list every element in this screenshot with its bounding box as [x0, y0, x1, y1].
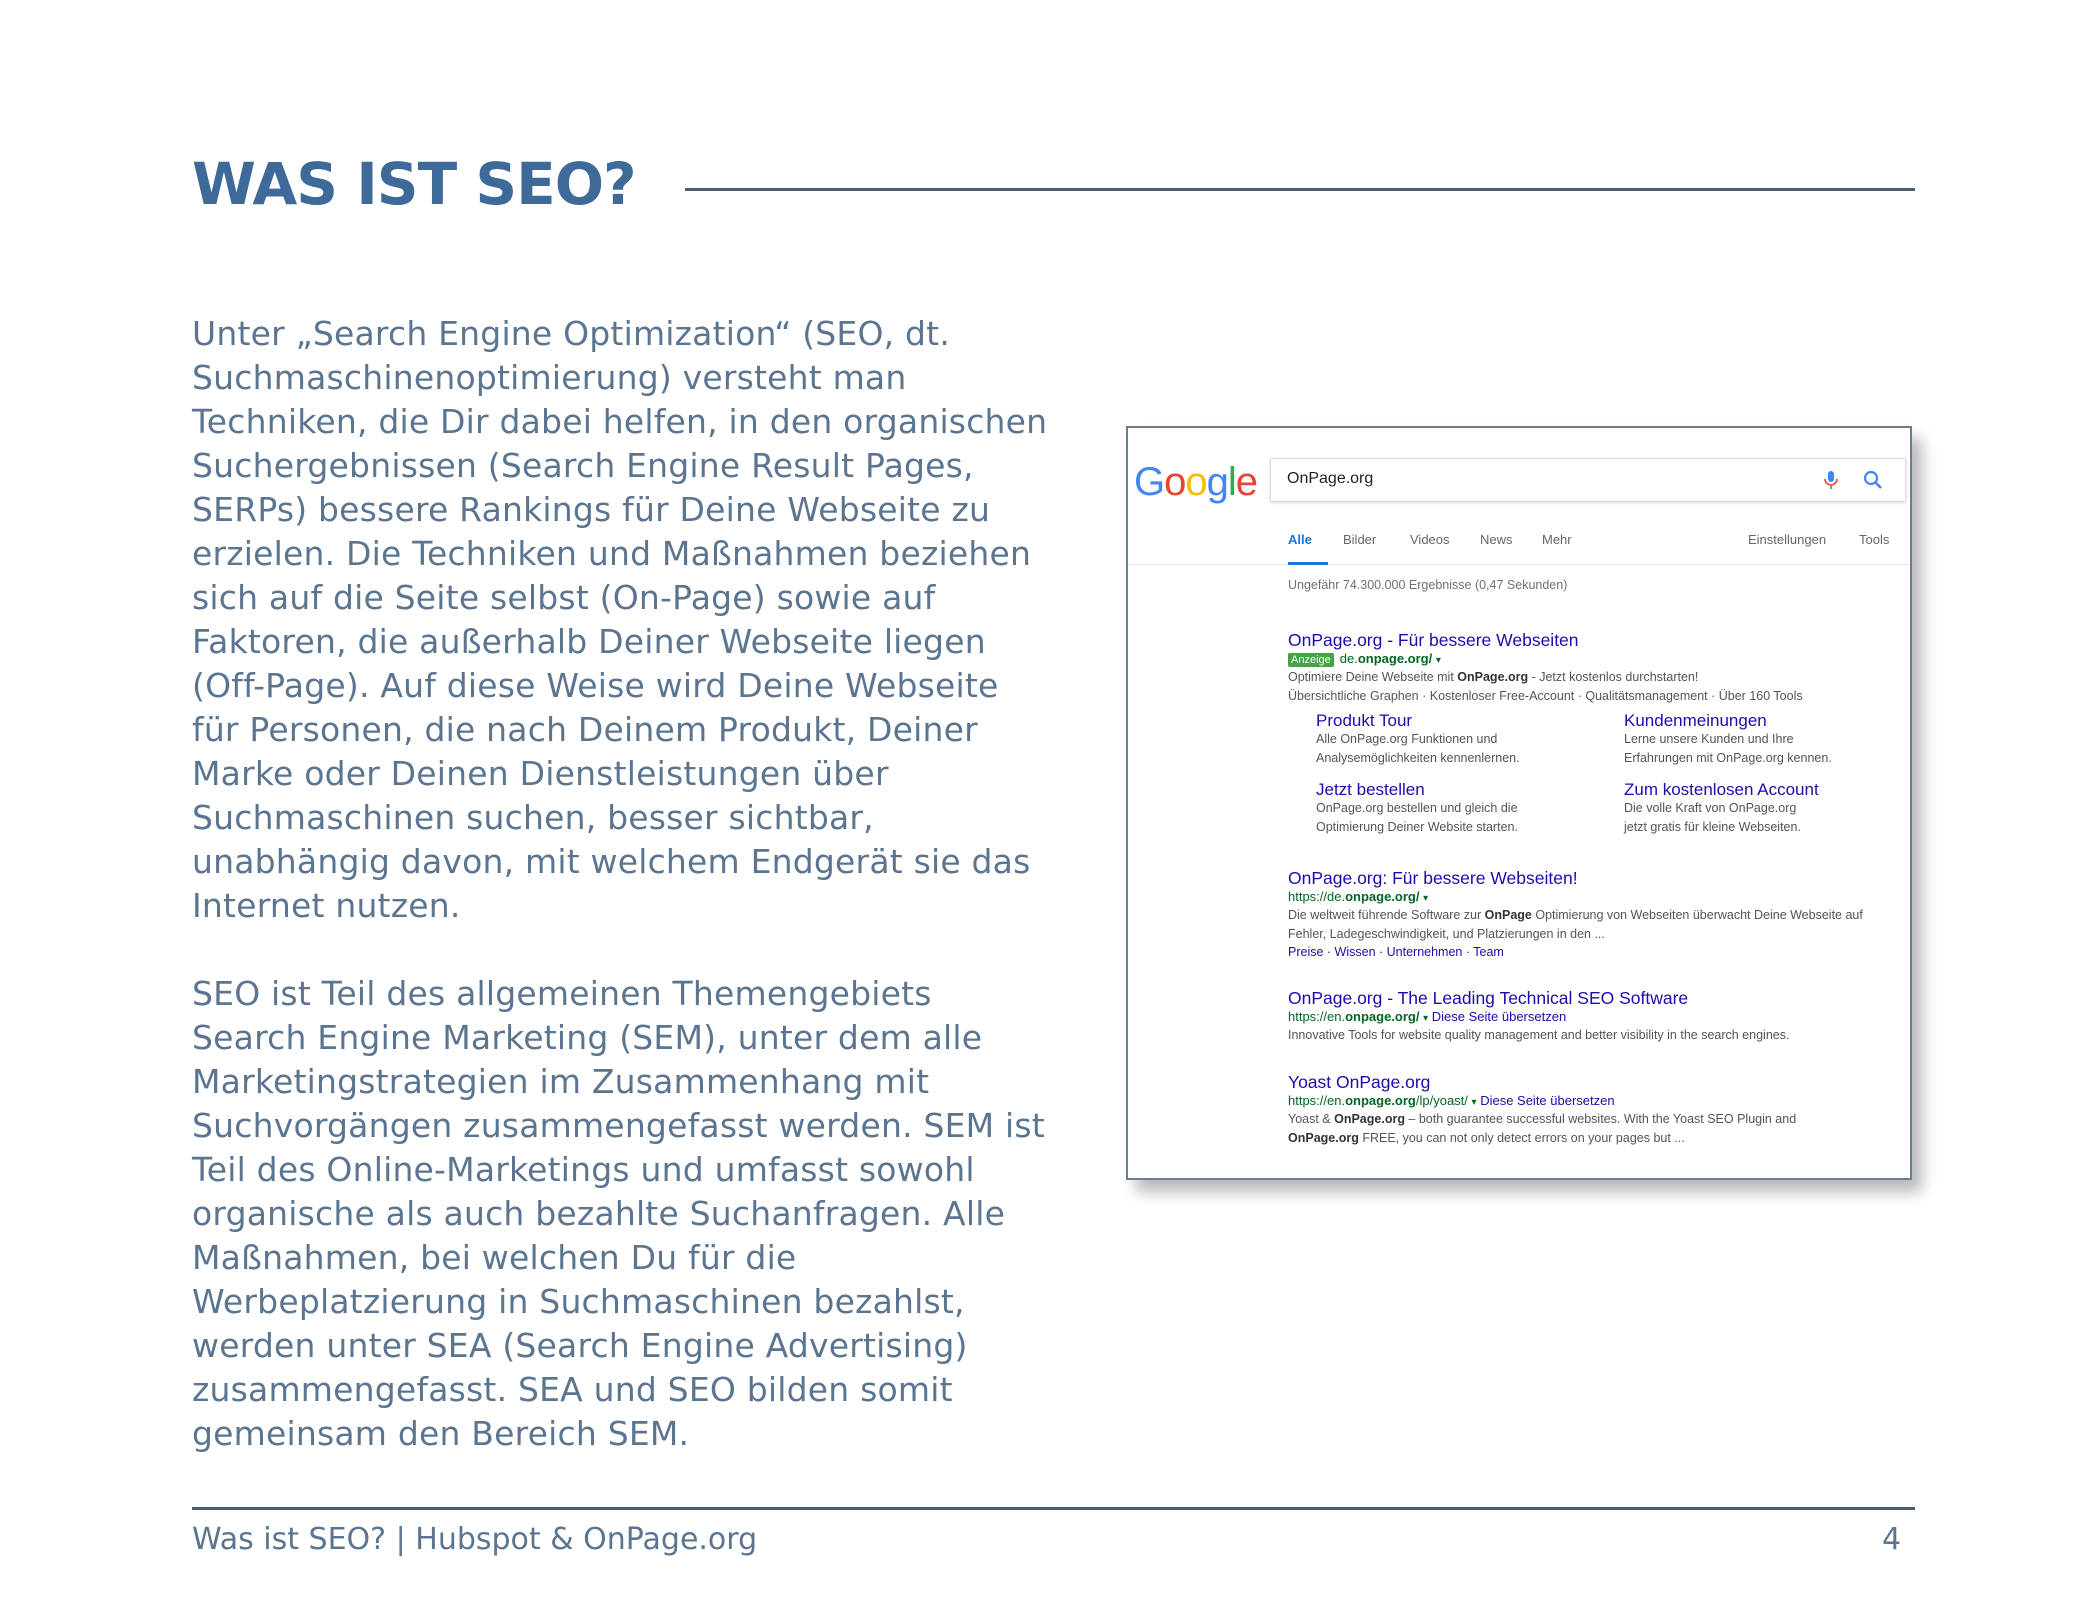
google-serp-screenshot: [1126, 426, 1912, 1180]
ad-result-url: Anzeige de.onpage.org/ ▾: [1288, 651, 1441, 667]
tab-bilder: Bilder: [1343, 532, 1377, 547]
search-icon: [1861, 468, 1885, 492]
sitelink-kostenloser-account: Zum kostenlosen Account: [1624, 780, 1819, 799]
page-number: 4: [1882, 1522, 1902, 1557]
sitelink-desc: Die volle Kraft von OnPage.org jetzt gratis für kleine Webseiten.: [1624, 801, 1801, 834]
sitelink-kundenmeinungen: Kundenmeinungen: [1624, 711, 1767, 730]
body-text: [192, 312, 1052, 1500]
sitelink-desc: OnPage.org bestellen und gleich die Optimierung Deiner Website starten.: [1316, 801, 1518, 834]
google-logo: Google: [1134, 460, 1258, 504]
result-title: OnPage.org: Für bessere Webseiten!: [1288, 868, 1578, 888]
result-url: https://en.onpage.org/lp/yoast/ ▾ Diese Seite übersetzen: [1288, 1093, 1615, 1108]
tab-news: News: [1480, 532, 1513, 547]
search-query: OnPage.org: [1287, 470, 1374, 487]
tab-alle: Alle: [1288, 532, 1312, 547]
footer-text: Was ist SEO? | Hubspot & OnPage.org: [192, 1522, 758, 1557]
sitelink-desc: Lerne unsere Kunden und Ihre Erfahrungen mit OnPage.org kennen.: [1624, 732, 1832, 765]
page-title: WAS IST SEO?: [192, 150, 636, 218]
footer-divider: [192, 1507, 1915, 1510]
tab-tools: Tools: [1859, 532, 1890, 547]
paragraph-2: SEO ist Teil des allgemeinen Themengebiets Search Engine Marketing (SEM), unter dem alle Marketingstrategien im Zusammenhang mit Suchvorgängen zusammengefasst werden. SEM ist Teil des Online-Marketings und umfasst sowohl organische als auch bezahlte Suchanfragen. Alle Maßnahmen, bei welchen Du für die Werbeplatzierung in Suchmaschinen bezahlst, werden unter SEA (Search Engine Advertising) zusammengefasst. SEA und SEO bilden somit gemeinsam den Bereich SEM.: [192, 974, 1045, 1453]
sitelink-produkt-tour: Produkt Tour: [1316, 711, 1413, 730]
result-url: https://en.onpage.org/ ▾ Diese Seite übersetzen: [1288, 1009, 1567, 1024]
search-tabs: [1128, 528, 1910, 565]
result-title: Yoast OnPage.org: [1288, 1072, 1431, 1092]
result-snippet: Innovative Tools for website quality management and better visibility in the search engines.: [1288, 1028, 1790, 1042]
title-divider: [685, 188, 1915, 191]
tab-einstellungen: Einstellungen: [1748, 532, 1827, 547]
active-tab-indicator: [1288, 562, 1328, 565]
sitelink-jetzt-bestellen: Jetzt bestellen: [1316, 780, 1425, 799]
search-box: [1270, 458, 1906, 502]
result-snippet: Die weltweit führende Software zur OnPage Optimierung von Webseiten überwacht Deine Webseite auf Fehler, Ladegeschwindigkeit, und Platzierungen in den ... Preise · Wissen · Unternehmen · Team: [1288, 908, 1863, 959]
ad-badge: Anzeige: [1288, 653, 1334, 667]
sitelink-desc: Alle OnPage.org Funktionen und Analysemöglichkeiten kennenlernen.: [1316, 732, 1520, 765]
ad-result-title: OnPage.org - Für bessere Webseiten: [1288, 630, 1579, 650]
result-url: https://de.onpage.org/ ▾: [1288, 889, 1429, 904]
result-count: Ungefähr 74.300.000 Ergebnisse (0,47 Sekunden): [1288, 578, 1568, 592]
paragraph-1: Unter „Search Engine Optimization“ (SEO, dt. Suchmaschinenoptimierung) versteht man Techniken, die Dir dabei helfen, in den organischen Suchergebnissen (Search Engine Result Pages, SERPs) bessere Rankings für Deine Webseite zu erzielen. Die Techniken und Maßnahmen beziehen sich auf die Seite selbst (On-Page) sowie auf Faktoren, die außerhalb Deiner Webseite liegen (Off-Page). Auf diese Weise wird Deine Webseite für Personen, die nach Deinem Produkt, Deiner Marke oder Deinen Dienstleistungen über Suchmaschinen suchen, besser sichtbar, unabhängig davon, mit welchem Endgerät sie das Internet nutzen.: [192, 314, 1048, 925]
microphone-icon: [1819, 468, 1843, 492]
result-title: OnPage.org - The Leading Technical SEO Software: [1288, 988, 1689, 1008]
ad-result-snippet: Optimiere Deine Webseite mit OnPage.org - Jetzt kostenlos durchstarten! Übersichtliche Graphen · Kostenloser Free-Account · Qualitätsmanagement · Über 160 Tools: [1288, 670, 1803, 703]
result-snippet: Yoast & OnPage.org – both guarantee successful websites. With the Yoast SEO Plugin and OnPage.org FREE, you can not only detect errors on your pages but ...: [1288, 1112, 1797, 1145]
tab-mehr: Mehr: [1542, 532, 1572, 547]
tab-videos: Videos: [1410, 532, 1450, 547]
